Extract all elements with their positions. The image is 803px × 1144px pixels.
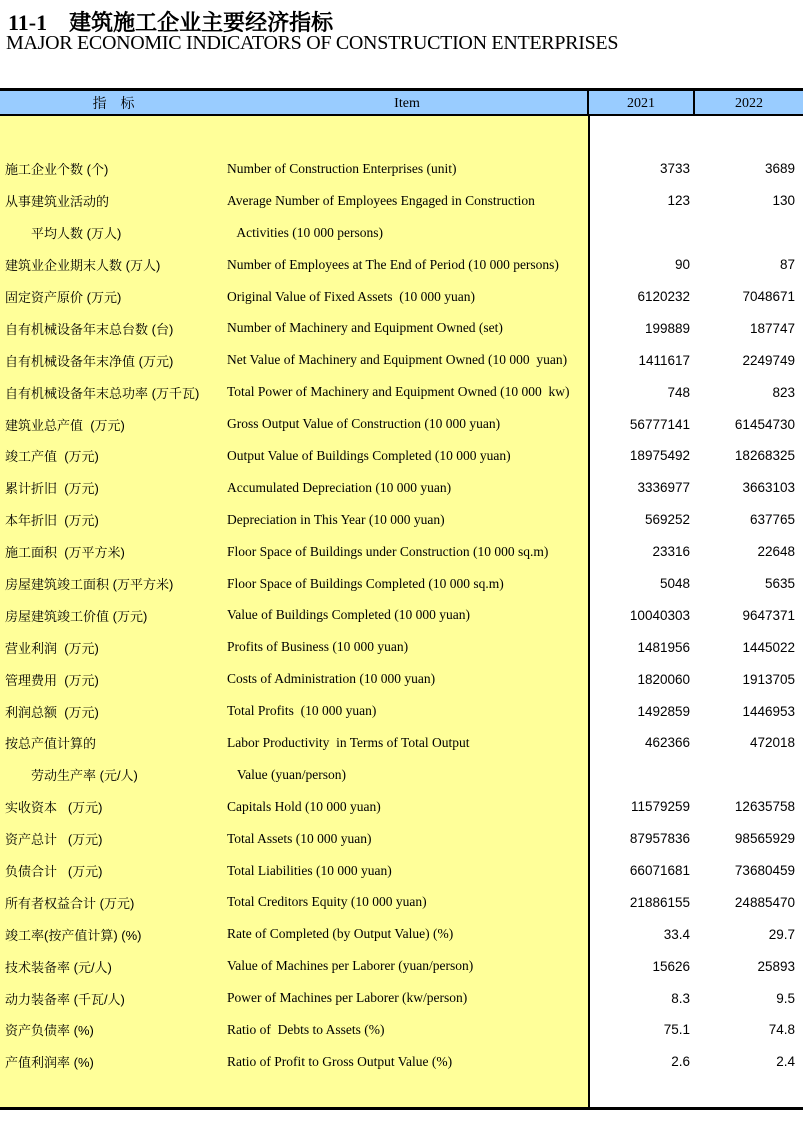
value-2021-cell: 33.4 [663,926,690,942]
value-2022-cell: 9647371 [742,607,795,623]
value-2021-cell: 23316 [652,544,690,560]
indicator-en-cell: Power of Machines per Laborer (kw/person) [227,990,468,1006]
value-2022-cell: 12635758 [734,799,795,815]
indicator-zh-cell: 平均人数 (万人) [5,226,122,242]
indicator-zh-cell: 动力装备率 (千瓦/人) [5,991,125,1007]
indicator-en-cell: Net Value of Machinery and Equipment Owned (10 000 yuan) [227,352,568,368]
table-row [0,918,803,950]
indicator-en-cell: Profits of Business (10 000 yuan) [227,639,409,655]
column-header-item: Item [227,91,589,114]
indicator-zh-cell: 负债合计 (万元) [5,864,103,880]
indicator-en-cell: Total Assets (10 000 yuan) [227,830,372,846]
value-2022-cell: 1445022 [742,639,795,655]
indicator-zh-cell: 劳动生产率 (元/人) [5,768,138,784]
indicator-en-cell: Number of Construction Enterprises (unit) [227,160,457,176]
indicator-zh-cell: 实收资本 (万元) [5,800,103,816]
value-2022-cell: 3663103 [742,480,795,496]
indicator-zh-cell: 利润总额 (万元) [5,704,99,720]
table-row [0,568,803,600]
table-header-row [0,91,803,116]
indicator-en-cell: Ratio of Profit to Gross Output Value (%) [227,1053,453,1069]
indicator-en-cell: Floor Space of Buildings under Construction (10 000 sq.m) [227,543,549,559]
value-2022-cell: 823 [772,384,795,400]
value-2021-cell: 1492859 [637,703,690,719]
indicator-en-cell: Labor Productivity in Terms of Total Output [227,734,470,750]
table-row [0,312,803,344]
indicator-en-cell: Gross Output Value of Construction (10 000 yuan) [227,416,501,432]
value-2022-cell: 98565929 [734,831,795,847]
indicator-zh-cell: 竣工率(按产值计算) (%) [5,927,142,943]
indicator-en-cell: Original Value of Fixed Assets (10 000 yuan) [227,288,475,304]
value-2021-cell: 66071681 [629,863,690,879]
value-2021-cell: 3733 [659,161,690,177]
table-row [0,281,803,313]
value-2021-cell: 21886155 [629,894,690,910]
page-title-chinese: 11-1 建筑施工企业主要经济指标 [8,10,334,35]
indicator-en-cell: Number of Employees at The End of Period (10 000 persons) [227,256,559,272]
table-body [0,116,803,1107]
value-2022-cell: 61454730 [734,416,795,432]
indicator-zh-cell: 管理费用 (万元) [5,672,99,688]
indicator-zh-cell: 累计折旧 (万元) [5,481,99,497]
value-2022-cell: 22648 [757,544,795,560]
column-header-2022: 2022 [735,96,763,111]
table-row [0,408,803,440]
indicator-en-cell: Total Profits (10 000 yuan) [227,703,377,719]
column-header-indicator: 指 标 [92,95,135,111]
indicator-en-cell: Total Creditors Equity (10 000 yuan) [227,894,427,910]
value-2021-cell: 87957836 [629,831,690,847]
indicator-en-cell: Ratio of Debts to Assets (%) [227,1021,385,1037]
indicator-zh-cell: 资产负债率 (%) [5,1023,94,1039]
indicator-en-cell: Value (yuan/person) [227,766,346,782]
table-row [0,153,803,185]
page-title-english: MAJOR ECONOMIC INDICATORS OF CONSTRUCTION ENTERPRISES [6,32,619,54]
indicator-zh-cell: 本年折旧 (万元) [5,513,99,529]
table-row [0,855,803,887]
table-row [0,472,803,504]
table-row [0,695,803,727]
indicator-zh-cell: 建筑业总产值 (万元) [5,417,125,433]
indicator-zh-cell: 固定资产原价 (万元) [5,290,122,305]
value-2021-cell: 8.3 [671,990,690,1006]
indicator-zh-cell: 产值利润率 (%) [5,1055,94,1071]
indicator-zh-cell: 技术装备率 (元/人) [5,959,112,975]
value-2022-cell: 73680459 [734,863,795,879]
value-2022-cell: 29.7 [768,926,795,942]
indicator-zh-cell: 所有者权益合计 (万元) [5,895,135,911]
indicator-zh-cell: 资产总计 (万元) [5,832,103,848]
value-2022-cell: 24885470 [734,894,795,910]
table-row [0,663,803,695]
value-2021-cell: 18975492 [629,448,690,464]
value-2021-cell: 3336977 [637,480,690,496]
indicator-en-cell: Floor Space of Buildings Completed (10 000 sq.m) [227,575,504,591]
table-row [0,791,803,823]
indicator-zh-cell: 按总产值计算的 [5,736,97,752]
value-2022-cell: 637765 [749,512,795,528]
table-row [0,631,803,663]
value-2021-cell: 75.1 [663,1022,690,1038]
indicator-en-cell: Value of Machines per Laborer (yuan/person) [227,958,474,974]
table-row [0,823,803,855]
value-2021-cell: 10040303 [629,607,690,623]
value-2021-cell: 569252 [644,512,690,528]
value-2021-cell: 90 [674,257,690,273]
value-2021-cell: 56777141 [629,416,690,432]
table-row [0,982,803,1014]
table-row [0,217,803,249]
value-2022-cell: 87 [779,257,795,273]
value-2022-cell: 187747 [749,320,795,336]
value-2021-cell: 2.6 [671,1054,690,1070]
value-2021-cell: 748 [667,384,690,400]
table-row [0,1046,803,1078]
value-2021-cell: 5048 [659,576,690,592]
value-2022-cell: 74.8 [768,1022,795,1038]
indicator-zh-cell: 施工面积 (万平方米) [5,545,125,561]
value-2021-cell: 123 [667,193,690,209]
value-2022-cell: 18268325 [734,448,795,464]
value-2021-cell: 1411617 [638,352,690,368]
indicator-zh-cell: 从事建筑业活动的 [5,194,110,210]
value-2022-cell: 1913705 [742,671,795,687]
indicator-zh-cell: 建筑业企业期末人数 (万人) [5,258,161,274]
table-row [0,1014,803,1046]
table-row [0,950,803,982]
table-row [0,376,803,408]
table-row [0,536,803,568]
value-2021-cell: 6120232 [637,289,690,304]
indicator-en-cell: Value of Buildings Completed (10 000 yuan) [227,607,470,623]
table-row [0,440,803,472]
indicator-zh-cell: 自有机械设备年末净值 (万元) [5,353,174,369]
value-2022-cell: 472018 [749,735,795,751]
value-2022-cell: 3689 [764,161,795,177]
value-2022-cell: 130 [772,193,795,209]
indicator-en-cell: Rate of Completed (by Output Value) (%) [227,926,454,942]
indicator-zh-cell: 自有机械设备年末总台数 (台) [5,321,174,337]
value-2022-cell: 1446953 [742,703,795,719]
value-2021-cell: 1820060 [637,671,690,687]
table-row [0,599,803,631]
table-row [0,759,803,791]
indicator-zh-cell: 房屋建筑竣工面积 (万平方米) [5,577,174,593]
value-2021-cell: 11579259 [630,799,690,815]
value-2022-cell: 9.5 [776,990,795,1006]
indicator-en-cell: Capitals Hold (10 000 yuan) [227,798,381,814]
indicator-zh-cell: 竣工产值 (万元) [5,449,99,465]
indicator-zh-cell: 自有机械设备年末总功率 (万千瓦) [5,385,200,401]
indicators-table [0,88,803,1110]
indicator-zh-cell: 营业利润 (万元) [5,640,99,656]
indicator-en-cell: Average Number of Employees Engaged in Construction [227,192,535,208]
table-row [0,249,803,281]
indicator-en-cell: Activities (10 000 persons) [227,224,383,240]
value-2022-cell: 25893 [757,958,795,974]
table-row [0,504,803,536]
indicator-en-cell: Number of Machinery and Equipment Owned (set) [227,320,503,336]
indicator-en-cell: Depreciation in This Year (10 000 yuan) [227,511,445,527]
value-2022-cell: 2.4 [776,1054,795,1070]
table-row [0,727,803,759]
value-2021-cell: 1481956 [637,639,690,655]
indicator-zh-cell: 施工企业个数 (个) [5,162,109,178]
value-2022-cell: 7048671 [742,289,795,304]
indicator-en-cell: Total Liabilities (10 000 yuan) [227,862,392,878]
indicator-en-cell: Total Power of Machinery and Equipment Owned (10 000 kw) [227,384,570,400]
column-header-2021: 2021 [589,91,695,114]
value-2021-cell: 462366 [644,735,690,751]
table-row [0,185,803,217]
indicator-en-cell: Costs of Administration (10 000 yuan) [227,671,436,687]
indicator-en-cell: Output Value of Buildings Completed (10 000 yuan) [227,447,511,463]
indicator-en-cell: Accumulated Depreciation (10 000 yuan) [227,479,452,495]
table-row [0,886,803,918]
table-row [0,344,803,376]
indicator-zh-cell: 房屋建筑竣工价值 (万元) [5,608,148,624]
value-2022-cell: 2249749 [742,352,795,368]
value-2021-cell: 15626 [652,958,690,974]
value-2021-cell: 199889 [644,320,690,336]
value-2022-cell: 5635 [764,576,795,592]
